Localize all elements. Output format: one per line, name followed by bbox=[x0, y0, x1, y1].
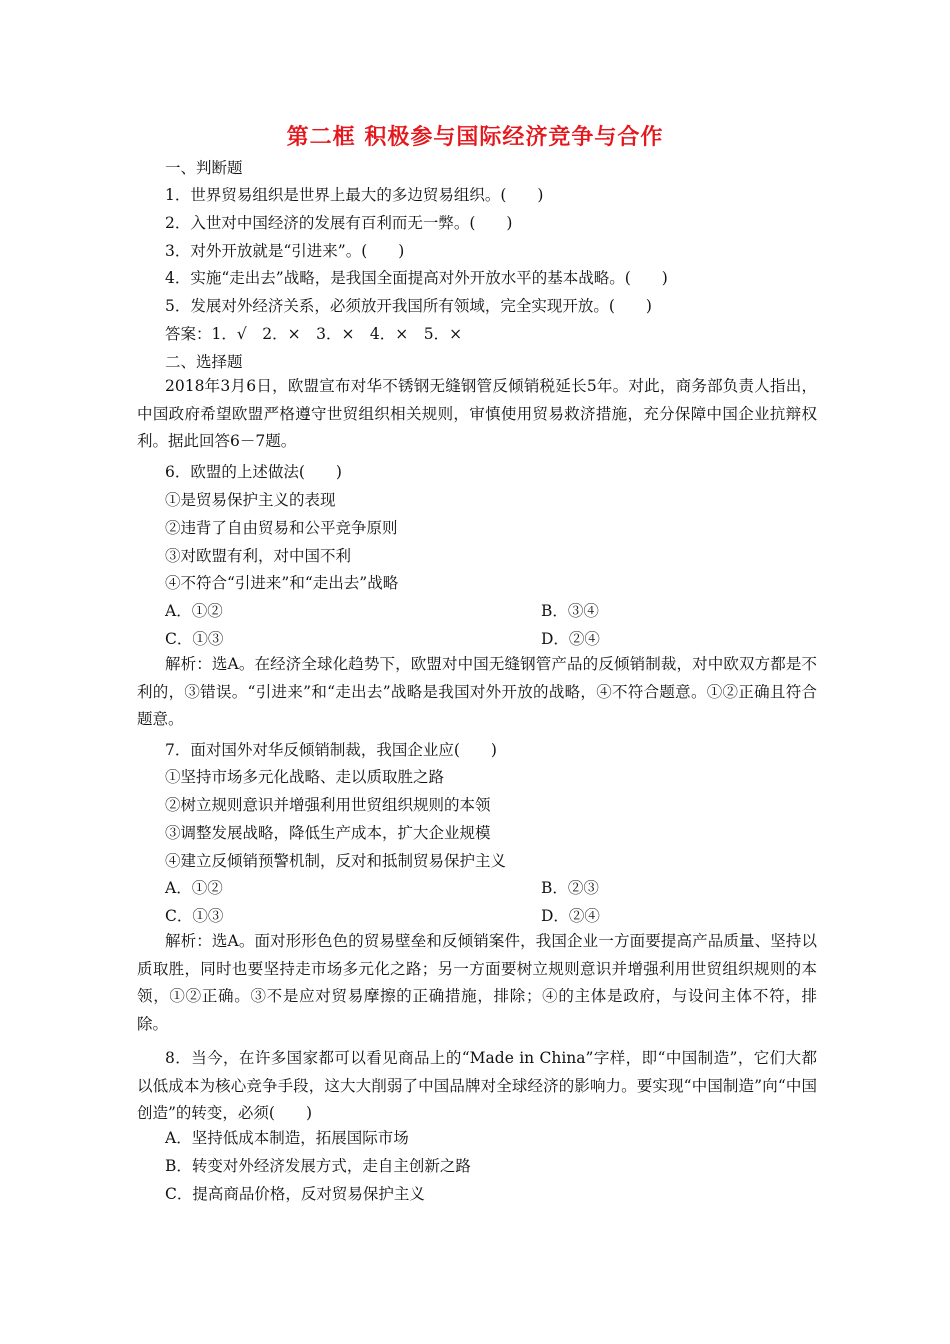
question-6-analysis: 解析：选A。在经济全球化趋势下，欧盟对中国无缝钢管产品的反倾销制裁，对中欧双方都是不利的，③错误。“引进来”和“走出去”战略是我国对外开放的战略，④不符合题意。①②正确且符合题意。 bbox=[137, 655, 817, 729]
page-title: 第二框 积极参与国际经济竞争与合作 bbox=[286, 125, 664, 150]
question-6-choice-d: D．②④ bbox=[541, 630, 600, 648]
section-heading-judgement: 一、判断题 bbox=[165, 159, 243, 177]
question-6-choice-a: A．①② bbox=[165, 602, 223, 620]
question-6-choice-c: C．①③ bbox=[165, 630, 224, 648]
question-6-choice-b: B．③④ bbox=[541, 602, 599, 620]
question-7-stem: 7．面对国外对华反倾销制裁，我国企业应( ) bbox=[165, 741, 497, 759]
question-8-stem: 8．当今，在许多国家都可以看见商品上的“Made in China”字样，即“中国制造”，它们大都以低成本为核心竞争手段，这大大削弱了中国品牌对全球经济的影响力。要实现“中国制造”向“中国创造”的转变，必须( ) bbox=[137, 1049, 817, 1123]
question-8-choice-a: A．坚持低成本制造，拓展国际市场 bbox=[165, 1129, 409, 1147]
question-8-choice-c: C．提高商品价格，反对贸易保护主义 bbox=[165, 1185, 425, 1203]
question-7-option: ②树立规则意识并增强利用世贸组织规则的本领 bbox=[165, 796, 491, 814]
question-7-option: ③调整发展战略，降低生产成本，扩大企业规模 bbox=[165, 824, 491, 842]
question-7-choice-a: A．①② bbox=[165, 879, 223, 897]
question-8-choice-b: B．转变对外经济发展方式，走自主创新之路 bbox=[165, 1157, 471, 1175]
question-7-option: ④建立反倾销预警机制，反对和抵制贸易保护主义 bbox=[165, 852, 507, 870]
question-6-option: ①是贸易保护主义的表现 bbox=[165, 491, 336, 509]
question-6-stem: 6．欧盟的上述做法( ) bbox=[165, 463, 342, 481]
judgement-item: 5．发展对外经济关系，必须放开我国所有领域，完全实现开放。( ) bbox=[165, 297, 652, 315]
question-6-option: ③对欧盟有利，对中国不利 bbox=[165, 547, 352, 565]
question-intro: 2018年3月6日，欧盟宣布对华不锈钢无缝钢管反倾销税延长5年。对此，商务部负责人指出，中国政府希望欧盟严格遵守世贸组织相关规则，审慎使用贸易救济措施，充分保障中国企业抗辩权利。据此回答6－7题。 bbox=[137, 377, 817, 451]
answer-line: 答案：1．√ 2．× 3．× 4．× 5．× bbox=[165, 325, 463, 343]
question-7-choice-d: D．②④ bbox=[541, 907, 600, 925]
judgement-item: 3．对外开放就是“引进来”。( ) bbox=[165, 242, 405, 260]
question-7-option: ①坚持市场多元化战略、走以质取胜之路 bbox=[165, 768, 445, 786]
question-7-choice-c: C．①③ bbox=[165, 907, 224, 925]
judgement-item: 2．入世对中国经济的发展有百利而无一弊。( ) bbox=[165, 214, 513, 232]
question-6-option: ②违背了自由贸易和公平竞争原则 bbox=[165, 519, 398, 537]
section-heading-choice: 二、选择题 bbox=[165, 353, 243, 371]
question-7-analysis: 解析：选A。面对形形色色的贸易壁垒和反倾销案件，我国企业一方面要提高产品质量、坚持以质取胜，同时也要坚持走市场多元化之路；另一方面要树立规则意识并增强利用世贸组织规则的本领，①②正确。③不是应对贸易摩擦的正确措施，排除；④的主体是政府，与设问主体不符，排除。 bbox=[137, 932, 817, 1034]
question-7-choice-b: B．②③ bbox=[541, 879, 599, 897]
judgement-item: 4．实施“走出去”战略，是我国全面提高对外开放水平的基本战略。( ) bbox=[165, 269, 668, 287]
judgement-item: 1．世界贸易组织是世界上最大的多边贸易组织。( ) bbox=[165, 186, 544, 204]
question-6-option: ④不符合“引进来”和“走出去”战略 bbox=[165, 574, 399, 592]
